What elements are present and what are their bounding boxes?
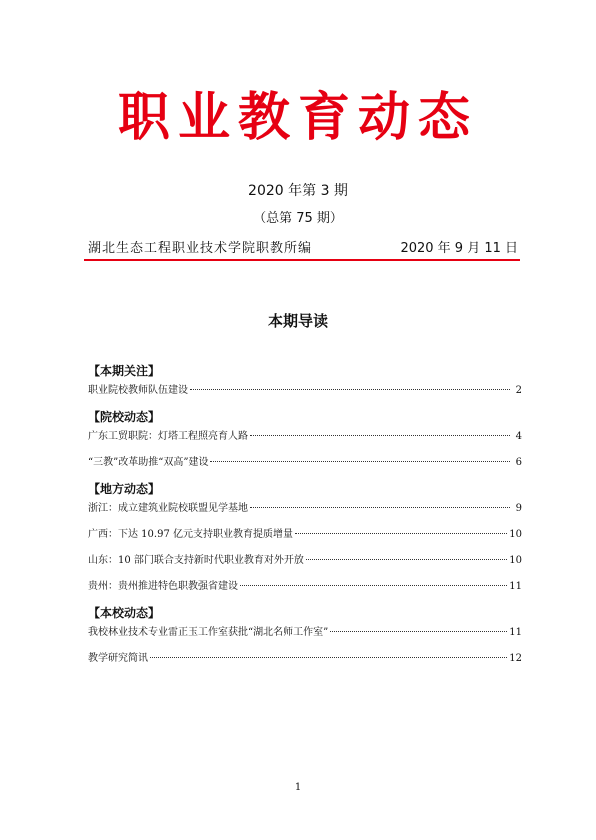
toc-entry[interactable]: [88, 525, 522, 545]
toc-entry-page: 11: [509, 581, 522, 592]
toc-entry[interactable]: [88, 649, 522, 669]
masthead-title: 职业教育动态: [117, 87, 478, 148]
toc-entry[interactable]: [88, 499, 522, 519]
toc-entry-page: 4: [515, 431, 522, 442]
toc-entry[interactable]: [88, 381, 522, 401]
page-number: 1: [294, 782, 302, 793]
toc-section-heading: 【本校动态】: [88, 606, 161, 620]
toc-entry-label: 职业院校教师队伍建设: [88, 385, 188, 396]
publish-date: 2020 年 9 月 11 日: [400, 241, 518, 256]
toc-entry-page: 11: [509, 627, 522, 638]
toc-section-heading: 【本期关注】: [88, 364, 161, 378]
dot-leader: [306, 559, 507, 560]
dot-leader: [330, 631, 507, 632]
toc-entry[interactable]: [88, 453, 522, 473]
toc-entry-label: 贵州：贵州推进特色职教强省建设: [88, 581, 238, 592]
dot-leader: [250, 435, 510, 436]
toc-entry-label: 广东工贸职院：灯塔工程照亮育人路: [88, 431, 248, 442]
toc-entry-label: 教学研究简讯: [88, 653, 148, 664]
table-of-contents: [88, 356, 522, 675]
toc-entry-label: 广西：下达 10.97 亿元支持职业教育提质增量: [88, 529, 293, 540]
toc-entry-page: 6: [515, 457, 522, 468]
toc-entry-page: 9: [515, 503, 522, 514]
dot-leader: [190, 389, 510, 390]
toc-title: 本期导读: [267, 312, 328, 330]
toc-entry-label: 我校林业技术专业雷正玉工作室获批“湖北名师工作室”: [88, 627, 329, 638]
toc-entry-page: 10: [509, 555, 522, 566]
toc-entry-label: 浙江：成立建筑业院校联盟见学基地: [88, 503, 248, 514]
toc-entry[interactable]: [88, 427, 522, 447]
issue-number: 2020 年第 3 期: [248, 183, 348, 199]
dot-leader: [295, 533, 507, 534]
dot-leader: [250, 507, 510, 508]
toc-entry-page: 12: [509, 653, 522, 664]
toc-entry-page: 2: [515, 385, 522, 396]
toc-entry[interactable]: [88, 551, 522, 571]
publisher-row: [88, 237, 518, 255]
toc-entry-label: “三教”改革助推“双高”建设: [88, 457, 209, 468]
publisher-name: 湖北生态工程职业技术学院职教所编: [88, 241, 313, 256]
toc-section-heading: 【地方动态】: [88, 482, 161, 496]
issue-total: （总第 75 期）: [253, 211, 343, 226]
toc-entry-page: 10: [509, 529, 522, 540]
toc-section-heading: 【院校动态】: [88, 410, 161, 424]
header-divider: [84, 259, 520, 261]
toc-entry[interactable]: [88, 577, 522, 597]
toc-entry-label: 山东：10 部门联合支持新时代职业教育对外开放: [88, 555, 304, 566]
dot-leader: [240, 585, 507, 586]
dot-leader: [150, 657, 507, 658]
dot-leader: [210, 461, 510, 462]
toc-entry[interactable]: [88, 623, 522, 643]
